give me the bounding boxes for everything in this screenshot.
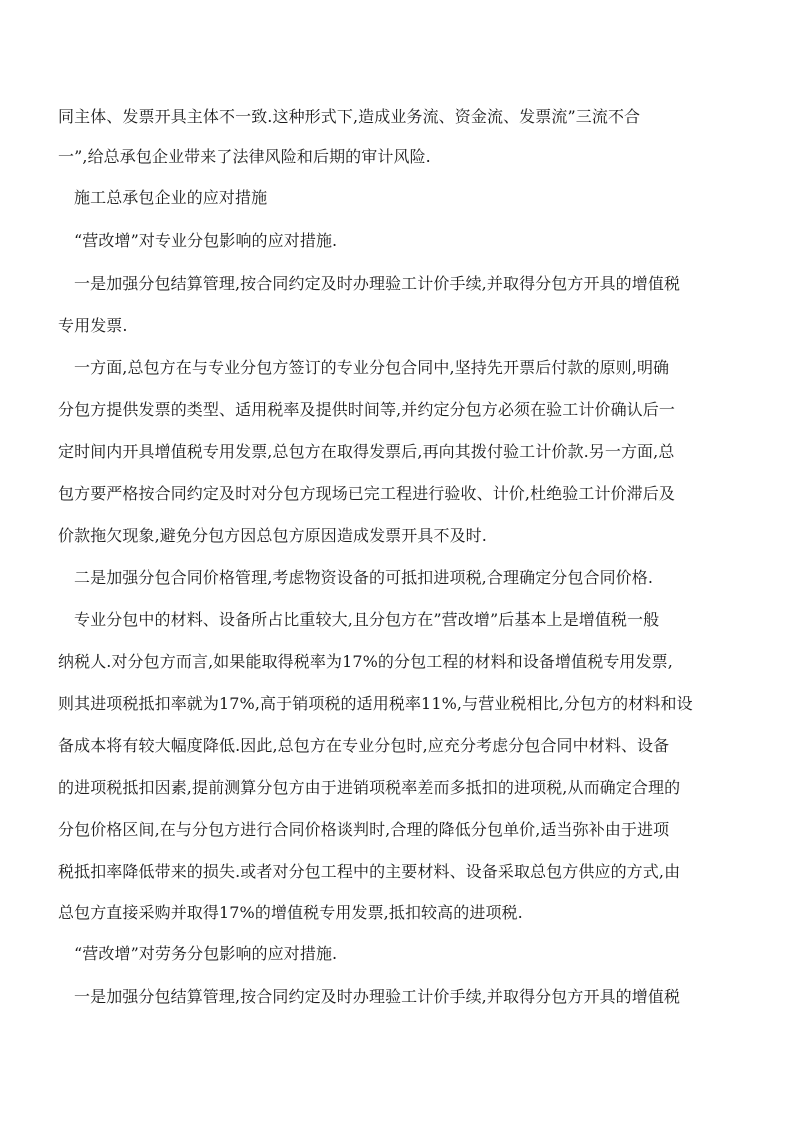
- text-line-7: 一方面,总包方在与专业分包方签订的专业分包合同中,坚持先开票后付款的原则,明确: [74, 358, 670, 377]
- text-line-8: 分包方提供发票的类型、适用税率及提供时间等,并约定分包方必须在验工计价确认后一: [58, 400, 675, 419]
- text-line-15: 则其进项税抵扣率就为17%,高于销项税的适用税率11%,与营业税相比,分包方的材料和设: [58, 694, 693, 713]
- text-line-12: 二是加强分包合同价格管理,考虑物资设备的可抵扣进项税,合理确定分包合同价格.: [74, 568, 654, 587]
- text-line-13: 专业分包中的材料、设备所占比重较大,且分包方在”营改增”后基本上是增值税一般: [74, 610, 660, 629]
- text-line-1: 同主体、发票开具主体不一致.这种形式下,造成业务流、资金流、发票流”三流不合: [58, 107, 641, 126]
- text-line-19: 税抵扣率降低带来的损失.或者对分包工程中的主要材料、设备采取总包方供应的方式,由: [58, 862, 681, 881]
- text-line-22: 一是加强分包结算管理,按合同约定及时办理验工计价手续,并取得分包方开具的增值税: [74, 987, 681, 1006]
- text-line-9: 定时间内开具增值税专用发票,总包方在取得发票后,再向其拨付验工计价款.另一方面,总: [58, 442, 675, 461]
- text-line-17: 的进项税抵扣因素,提前测算分包方由于进销项税率差而多抵扣的进项税,从而确定合理的: [58, 778, 681, 797]
- text-line-20: 总包方直接采购并取得17%的增值税专用发票,抵扣较高的进项税.: [58, 903, 523, 922]
- text-line-11: 价款拖欠现象,避免分包方因总包方原因造成发票开具不及时.: [58, 526, 487, 545]
- text-line-18: 分包价格区间,在与分包方进行合同价格谈判时,合理的降低分包单价,适当弥补由于进项: [58, 820, 670, 839]
- text-line-5: 一是加强分包结算管理,按合同约定及时办理验工计价手续,并取得分包方开具的增值税: [74, 274, 681, 293]
- text-line-6: 专用发票.: [58, 316, 128, 335]
- text-line-14: 纳税人.对分包方而言,如果能取得税率为17%的分包工程的材料和设备增值税专用发票,: [58, 652, 673, 671]
- section-heading: 施工总承包企业的应对措施: [74, 188, 268, 207]
- text-line-16: 备成本将有较大幅度降低.因此,总包方在专业分包时,应充分考虑分包合同中材料、设备: [58, 736, 670, 755]
- text-line-10: 包方要严格按合同约定及时对分包方现场已完工程进行验收、计价,杜绝验工计价滞后及: [58, 484, 675, 503]
- subsection-heading-2: “营改增”对劳务分包影响的应对措施.: [74, 944, 338, 963]
- subsection-heading-1: “营改增”对专业分包影响的应对措施.: [74, 231, 338, 250]
- text-line-2: 一”,给总承包企业带来了法律风险和后期的审计风险.: [58, 147, 431, 166]
